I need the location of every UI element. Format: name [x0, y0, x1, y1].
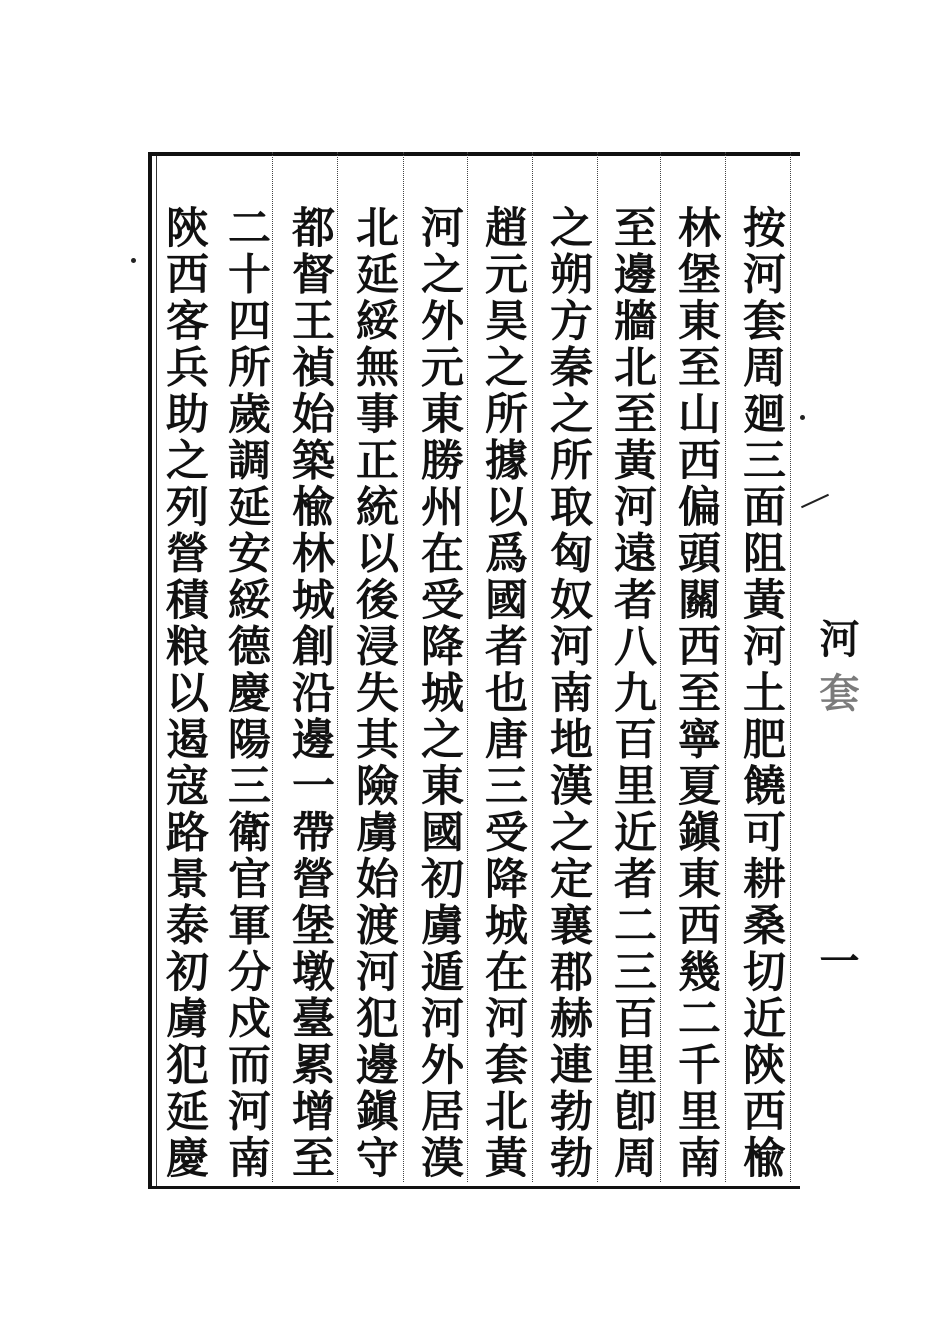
- text-column-4: 之朔方秦之所取匈奴河南地漢之定襄郡赫連勃勃: [543, 205, 593, 1182]
- fold-mark: 一: [813, 940, 860, 980]
- text-column-1: 按河套周廻三面阻黃河土肥饒可耕桑切近陝西楡: [736, 205, 786, 1182]
- text-column-10: 陝西客兵助之列營積粮以遏寇路景泰初虜犯延慶: [159, 205, 209, 1182]
- column-rule: [725, 152, 726, 1182]
- text-column-9: 二十四所歲調延安綏德慶陽三衛官軍分戍而河南: [221, 205, 271, 1182]
- fold-char-2: 套: [813, 672, 860, 712]
- text-column-7: 北延綏無事正統以後浸失其險虜始渡河犯邊鎭守: [349, 205, 399, 1182]
- speck: [131, 258, 136, 263]
- fold-char: 河: [813, 618, 860, 658]
- text-column-5: 趙元昊之所據以爲國者也唐三受降城在河套北黃: [478, 205, 528, 1182]
- column-rule: [467, 152, 468, 1182]
- column-rule: [597, 152, 598, 1182]
- column-rule: [660, 152, 661, 1182]
- text-column-6: 河之外元東勝州在受降城之東國初虜遁河外居漠: [414, 205, 464, 1182]
- text-column-2: 林堡東至山西偏頭關西至寧夏鎭東西幾二千里南: [671, 205, 721, 1182]
- text-column-3: 至邊牆北至黃河遠者八九百里近者二三百里卽周: [607, 205, 657, 1182]
- column-rule: [403, 152, 404, 1182]
- fold-rule: [801, 494, 829, 508]
- text-column-8: 都督王禎始築楡林城創沿邊一帶營堡墩臺累增至: [285, 205, 335, 1182]
- speck: [800, 415, 805, 420]
- column-rule: [532, 152, 533, 1182]
- column-rule: [790, 152, 791, 1182]
